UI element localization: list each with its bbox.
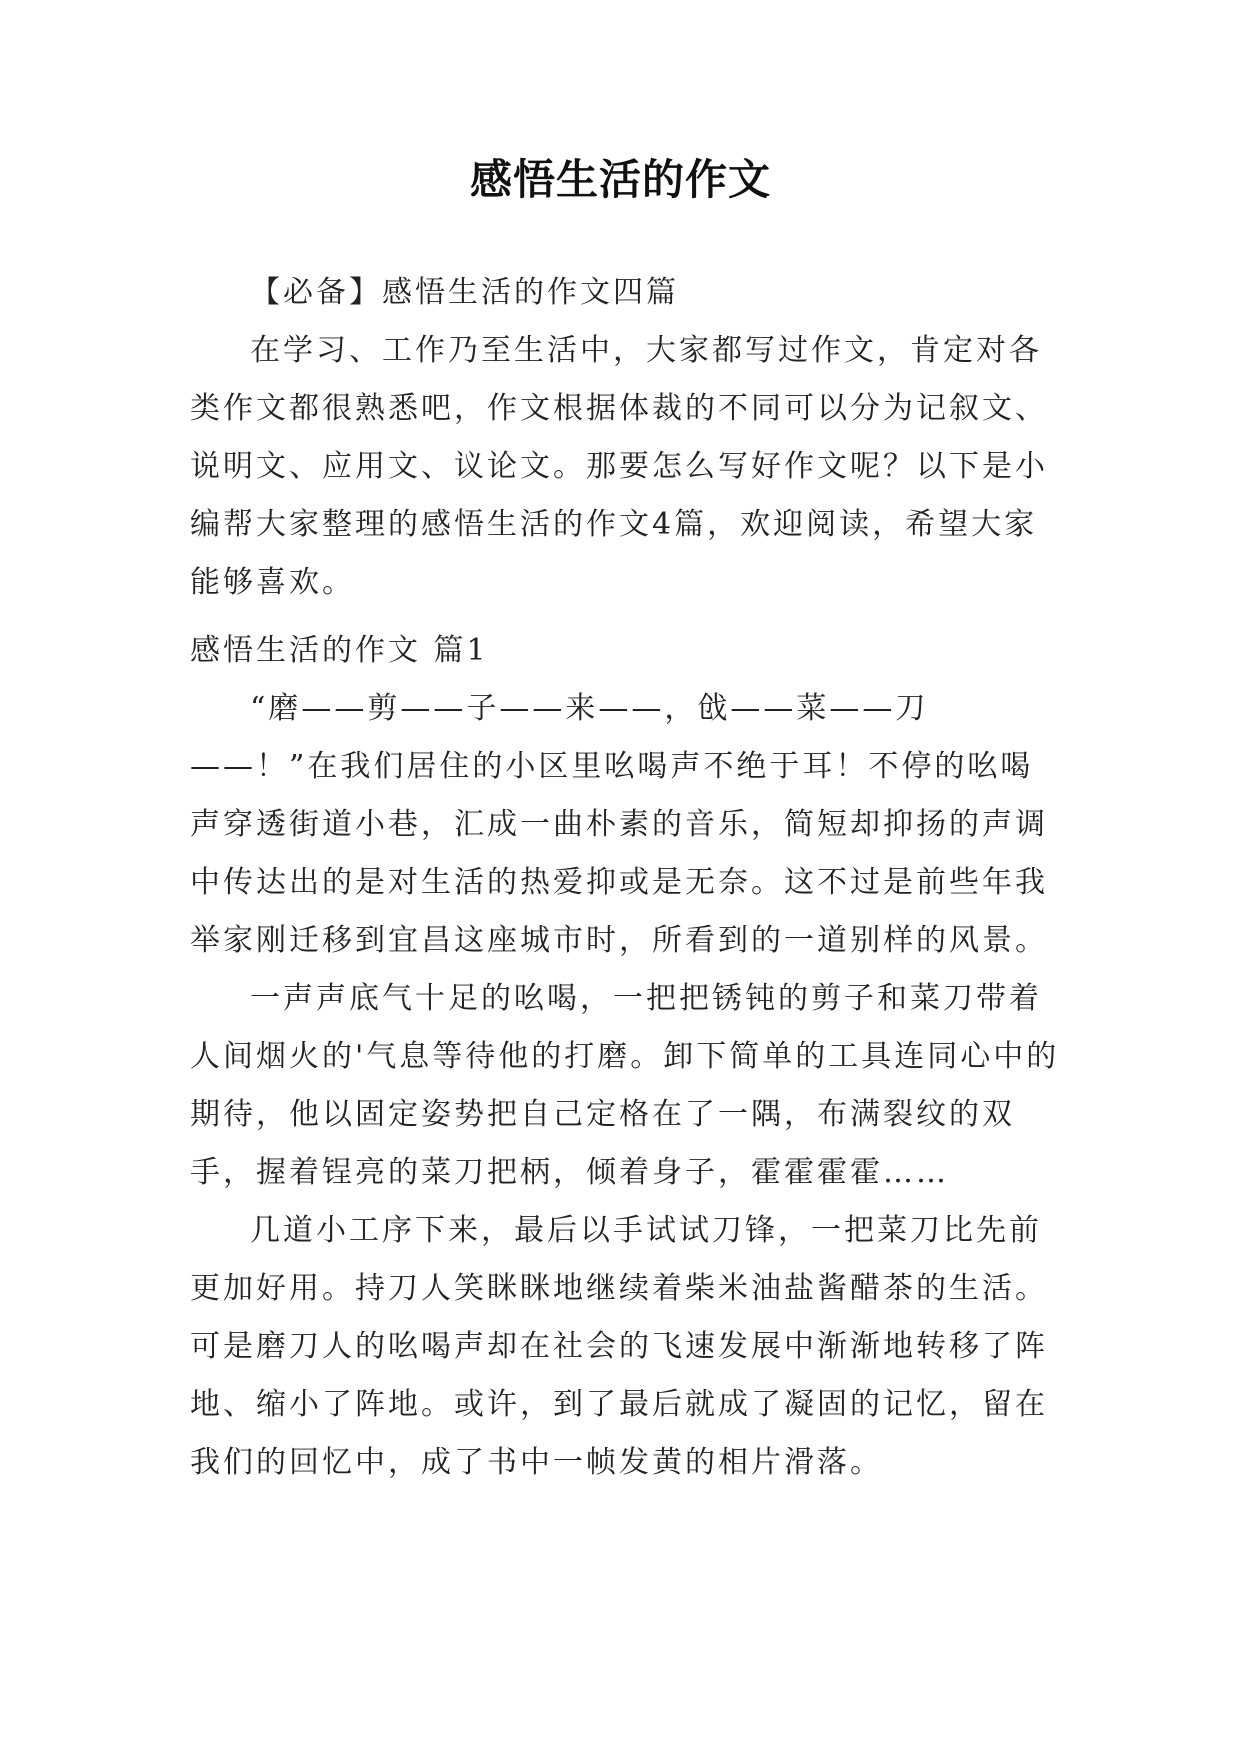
document-title: 感悟生活的作文 <box>469 155 771 204</box>
document-body <box>190 264 1060 612</box>
paragraph: 一声声底气十足的吆喝，一把把锈钝的剪子和菜刀带着人间烟火的'气息等待他的打磨。卸下简单的工具连同心中的期待，他以固定姿势把自己定格在了一隅，布满裂纹的双手，握着锃亮的菜刀把柄，倾着身子，霍霍霍霍…… <box>190 981 1060 1190</box>
section-1 <box>190 622 1060 1492</box>
section-heading: 感悟生活的作文 篇1 <box>190 633 489 668</box>
intro-paragraph: 在学习、工作乃至生活中，大家都写过作文，肯定对各类作文都很熟悉吧，作文根据体裁的不同可以分为记叙文、说明文、应用文、议论文。那要怎么写好作文呢？以下是小编帮大家整理的感悟生活的作文4篇，欢迎阅读，希望大家能够喜欢。 <box>190 333 1048 600</box>
paragraph: 几道小工序下来，最后以手试试刀锋，一把菜刀比先前更加好用。持刀人笑眯眯地继续着柴米油盐酱醋茶的生活。可是磨刀人的吆喝声却在社会的飞速发展中渐渐地转移了阵地、缩小了阵地。或许，到了最后就成了凝固的记忆，留在我们的回忆中，成了书中一帧发黄的相片滑落。 <box>190 1213 1048 1480</box>
paragraph: “磨——剪——子——来——，戗——菜——刀——！”在我们居住的小区里吆喝声不绝于耳！不停的吆喝声穿透街道小巷，汇成一曲朴素的音乐，简短却抑扬的声调中传达出的是对生活的热爱抑或是无奈。这不过是前些年我举家刚迁移到宜昌这座城市时，所看到的一道别样的风景。 <box>190 691 1048 958</box>
subtitle-line: 【必备】感悟生活的作文四篇 <box>250 275 679 310</box>
